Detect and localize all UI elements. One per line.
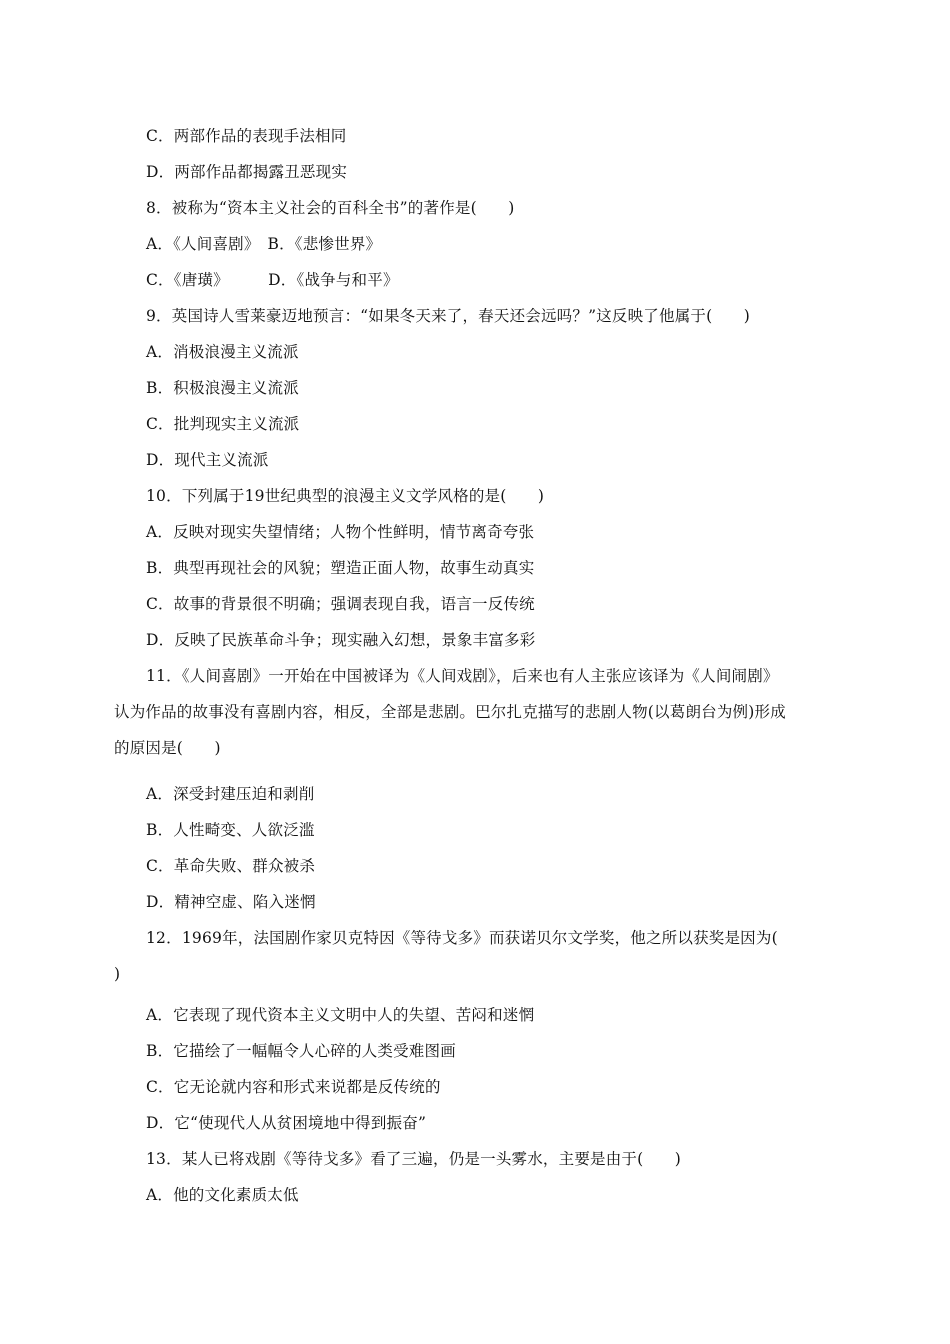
q12-option-b: B．它描绘了一幅幅令人心碎的人类受难图画 — [146, 1042, 456, 1060]
q13-stem: 13．某人已将戏剧《等待戈多》看了三遍，仍是一头雾水，主要是由于( ) — [146, 1150, 682, 1168]
q10-option-b: B．典型再现社会的风貌；塑造正面人物，故事生动真实 — [146, 559, 535, 577]
q12-option-d: D．它“使现代人从贫困境地中得到振奋” — [146, 1114, 427, 1132]
q11-stem-line-3: 的原因是( ) — [114, 739, 221, 757]
q9-option-d: D．现代主义流派 — [146, 451, 269, 469]
q12-option-a: A．它表现了现代资本主义文明中人的失望、苦闷和迷惘 — [146, 1006, 535, 1024]
q7-option-c: C．两部作品的表现手法相同 — [146, 127, 347, 145]
q11-stem-line-2: 认为作品的故事没有喜剧内容，相反，全部是悲剧。巴尔扎克描写的悲剧人物(以葛朗台为例)形成 — [114, 703, 786, 721]
q10-stem: 10．下列属于19世纪典型的浪漫主义文学风格的是( ) — [146, 487, 545, 505]
q11-stem-line-1: 11．《人间喜剧》一开始在中国被译为《人间戏剧》，后来也有人主张应该译为《人间闹剧》 — [146, 667, 779, 685]
q11-option-d: D．精神空虚、陷入迷惘 — [146, 893, 316, 911]
q9-option-a: A．消极浪漫主义流派 — [146, 343, 299, 361]
q12-option-c: C．它无论就内容和形式来说都是反传统的 — [146, 1078, 441, 1096]
q11-option-a: A．深受封建压迫和剥削 — [146, 785, 315, 803]
q10-option-d: D．反映了民族革命斗争；现实融入幻想，景象丰富多彩 — [146, 631, 536, 649]
q11-option-b: B．人性畸变、人欲泛滥 — [146, 821, 315, 839]
q8-options-cd: C．《唐璜》 D．《战争与和平》 — [146, 271, 399, 289]
q10-option-c: C．故事的背景很不明确；强调表现自我，语言一反传统 — [146, 595, 535, 613]
q7-option-d: D．两部作品都揭露丑恶现实 — [146, 163, 348, 181]
q11-option-c: C．革命失败、群众被杀 — [146, 857, 316, 875]
q9-option-c: C．批判现实主义流派 — [146, 415, 300, 433]
q8-options-ab: A．《人间喜剧》 B．《悲惨世界》 — [146, 235, 382, 253]
q9-stem: 9．英国诗人雪莱豪迈地预言：“如果冬天来了，春天还会远吗？”这反映了他属于( ) — [146, 307, 751, 325]
q8-stem: 8．被称为“资本主义社会的百科全书”的著作是( ) — [146, 199, 515, 217]
q12-stem-line-2: ) — [114, 965, 121, 983]
q13-option-a: A．他的文化素质太低 — [146, 1186, 299, 1204]
q12-stem-line-1: 12．1969年，法国剧作家贝克特因《等待戈多》而获诺贝尔文学奖，他之所以获奖是因为( — [146, 929, 778, 947]
q10-option-a: A．反映对现实失望情绪；人物个性鲜明，情节离奇夸张 — [146, 523, 535, 541]
q9-option-b: B．积极浪漫主义流派 — [146, 379, 299, 397]
